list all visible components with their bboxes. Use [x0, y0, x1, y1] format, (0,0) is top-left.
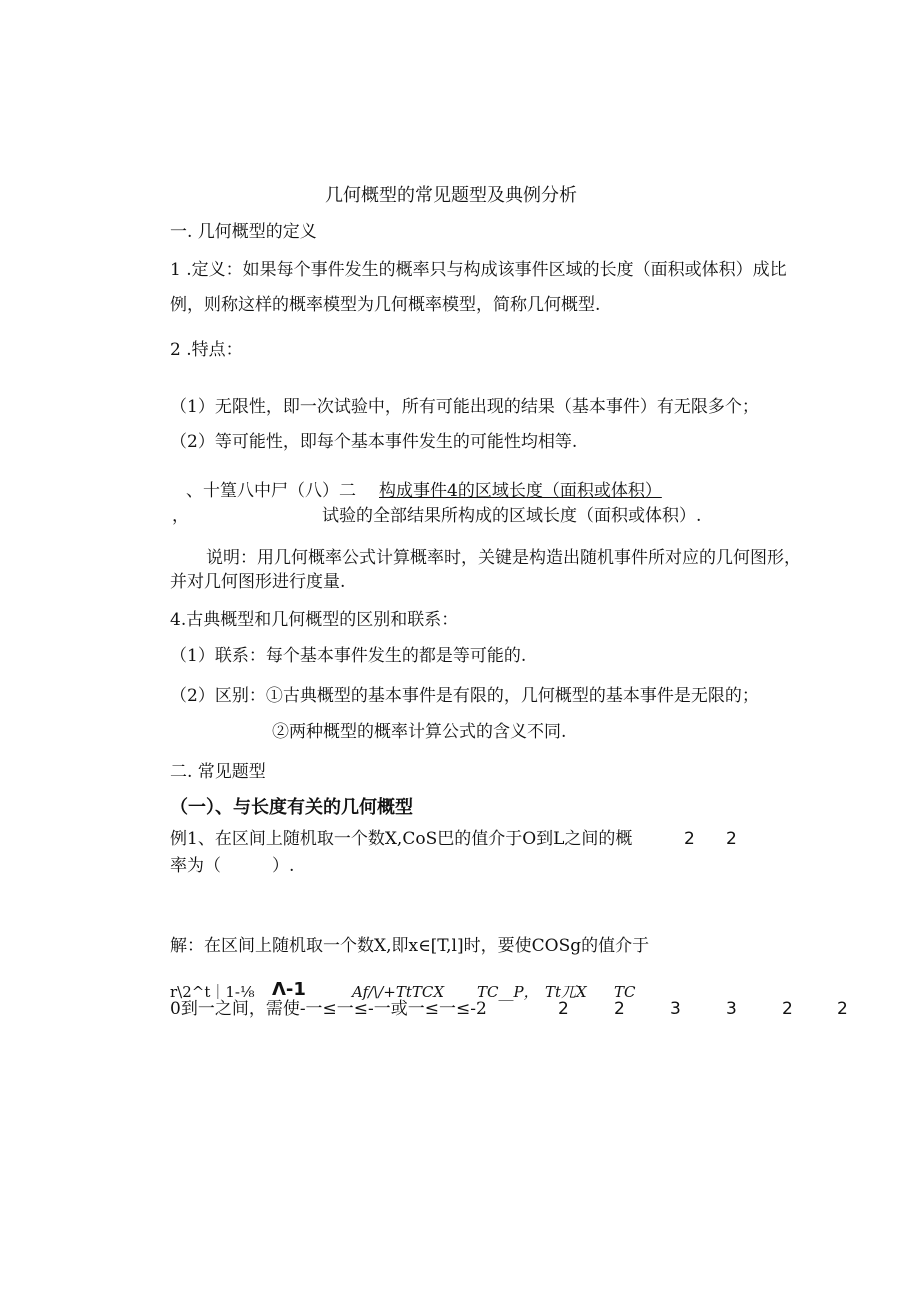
example-1-line-1: 例1、在区间上随机取一个数X,CoS巴的值介于O到L之间的概	[170, 829, 633, 849]
difference-heading: 4.古典概型和几何概型的区别和联系：	[170, 610, 459, 630]
difference-item-2: ②两种概型的概率计算公式的含义不同.	[272, 722, 567, 742]
formula-comma: ，	[172, 506, 189, 526]
garbled-fragment: Λ-1	[272, 979, 306, 1000]
difference-item-1: （2）区别：①古典概型的基本事件是有限的，几何概型的基本事件是无限的；	[170, 686, 759, 706]
definition-line-2: 例，则称这样的概率模型为几何概率模型，简称几何概型.	[170, 295, 601, 315]
garbled-fragment: Tt兀X	[545, 983, 587, 1001]
example-1-line-2: 率为（ ）.	[170, 856, 295, 876]
feature-item-2: （2）等可能性，即每个基本事件发生的可能性均相等.	[170, 432, 578, 452]
example-1-number-2: 2	[726, 829, 737, 849]
example-1-number-1: 2	[684, 829, 695, 849]
note-line-1: 说明：用几何概率公式计算概率时，关键是构造出随机事件所对应的几何图形，	[206, 548, 801, 568]
difference-link: （1）联系：每个基本事件发生的都是等可能的.	[170, 646, 527, 666]
denominator-value: 2	[782, 999, 793, 1019]
garbled-fragment: r\2^t｜1-⅛	[170, 983, 255, 1001]
feature-item-1: （1）无限性，即一次试验中，所有可能出现的结果（基本事件）有无限多个；	[170, 397, 759, 417]
note-line-2: 并对几何图形进行度量.	[170, 572, 346, 592]
denominator-value: 3	[670, 999, 681, 1019]
page-title: 几何概型的常见题型及典例分析	[325, 185, 577, 206]
garbled-fragment: TC	[614, 983, 636, 1001]
formula-denominator: 试验的全部结果所构成的区域长度（面积或体积）.	[322, 506, 702, 526]
formula-prefix: 、十篁八中尸（八）二	[186, 481, 356, 501]
denominator-value: 3	[726, 999, 737, 1019]
denominator-value: 2	[837, 999, 848, 1019]
feature-heading: 2 .特点：	[170, 340, 243, 360]
formula-numerator: 构成事件4的区域长度（面积或体积）	[379, 481, 662, 501]
denominator-value: 2	[614, 999, 625, 1019]
garbled-fragment: Af/\/+TtTCX	[352, 983, 445, 1001]
section-heading-definition: 一. 几何概型的定义	[170, 222, 317, 242]
denominator-value: 2	[558, 999, 569, 1019]
solution-line-2: 0到一之间，需使-一≤一≤-一或一≤一≤-2	[170, 999, 487, 1019]
definition-line-1: 1 .定义：如果每个事件发生的概率只与构成该事件区域的长度（面积或体积）成比	[170, 260, 787, 280]
solution-line-1: 解：在区间上随机取一个数X,即x∈[T,l]时，要使COSg的值介于	[170, 936, 650, 956]
section-heading-common-types: 二. 常见题型	[170, 762, 266, 782]
garbled-fragment: TC__P，	[477, 983, 539, 1001]
subsection-heading-length: （一）、与长度有关的几何概型	[170, 797, 413, 818]
